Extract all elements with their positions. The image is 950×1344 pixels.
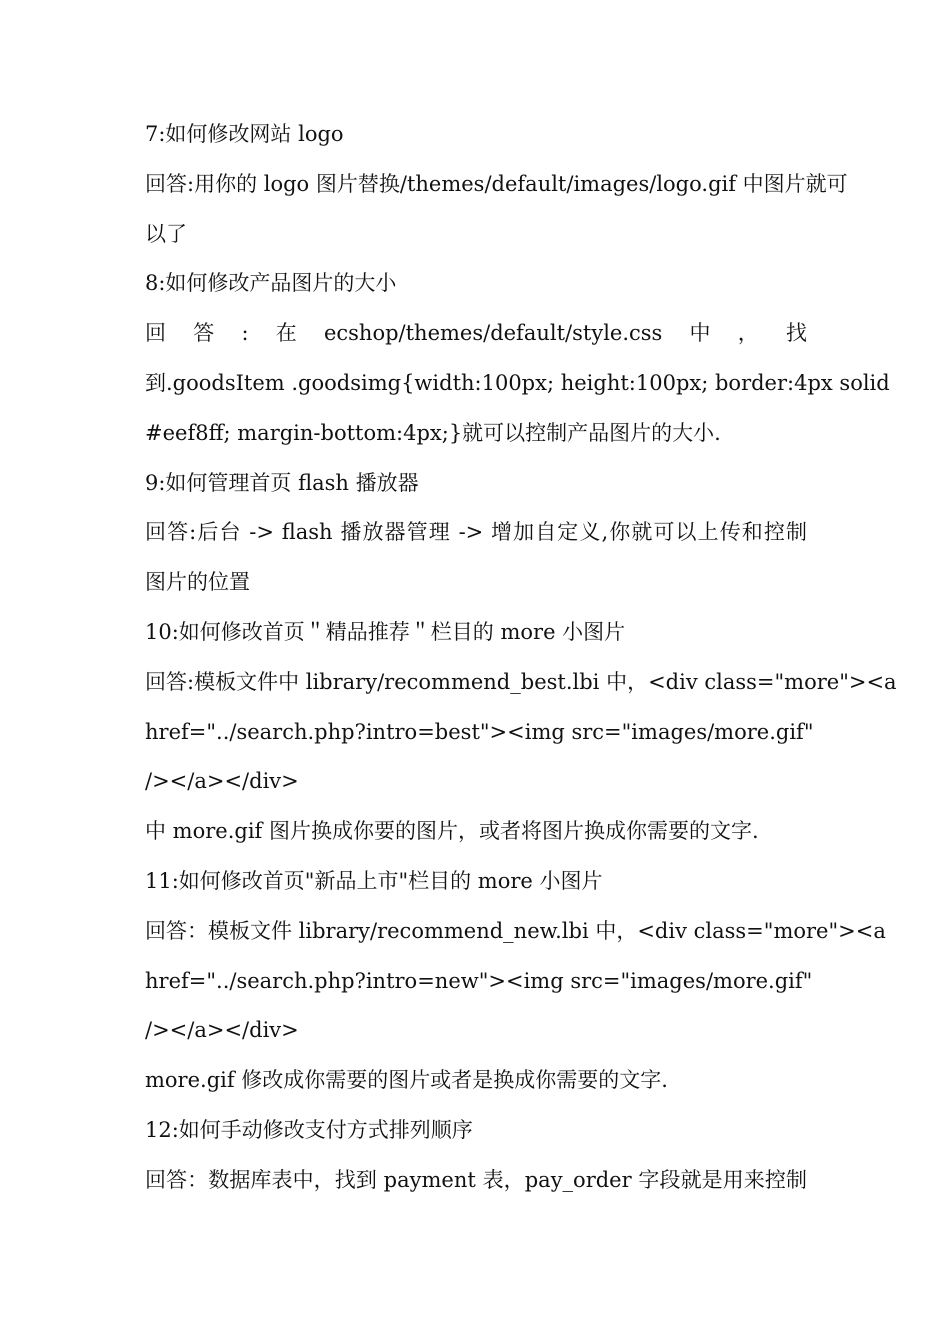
answer-11-line-4: more.gif 修改成你需要的图片或者是换成你需要的文字. [145,1068,668,1093]
answer-10-line-1: 回答:模板文件中 library/recommend_best.lbi 中，<div class="more"><a [145,669,897,694]
answer-11-line-1: 回答：模板文件 library/recommend_new.lbi 中，<div class="more"><a [145,918,886,943]
answer-9-line-1: 回答:后台 -> flash 播放器管理 -> 增加自定义,你就可以上传和控制 [145,520,807,545]
answer-8-line-2: 到.goodsItem .goodsimg{width:100px; height:100px; border:4px solid [145,370,890,395]
answer-8-token: 回 [145,321,166,346]
question-12: 12:如何手动修改支付方式排列顺序 [145,1117,473,1142]
answer-8-line-3: #eef8ff; margin-bottom:4px;}就可以控制产品图片的大小. [145,420,721,445]
answer-11-line-3: /></a></div> [145,1018,299,1043]
answer-10-line-3: /></a></div> [145,769,299,794]
answer-11-line-2: href="../search.php?intro=new"><img src="images/more.gif" [145,968,813,993]
answer-7-line-1: 回答:用你的 logo 图片替换/themes/default/images/logo.gif 中图片就可 [145,171,848,196]
answer-8-token: 在 [275,321,297,346]
answer-8-token: ecshop/themes/default/style.css [323,321,663,346]
answer-12-line-1: 回答：数据库表中，找到 payment 表，pay_order 字段就是用来控制 [145,1167,807,1192]
answer-8-token: ， [737,321,759,346]
question-7: 7:如何修改网站 logo [145,122,344,146]
question-10: 10:如何修改首页＂精品推荐＂栏目的 more 小图片 [145,619,626,644]
answer-10-line-2: href="../search.php?intro=best"><img src="images/more.gif" [145,719,814,744]
answer-9-line-2: 图片的位置 [145,570,250,595]
document-page [145,110,897,1206]
answer-8-token: 找 [785,321,807,346]
question-8: 8:如何修改产品图片的大小 [145,271,397,296]
question-11: 11:如何修改首页"新品上市"栏目的 more 小图片 [145,868,603,893]
answer-8-token: 答 [193,321,215,346]
answer-8-token: 中 [689,321,711,346]
answer-8-token: : [241,321,249,346]
answer-8-line-1 [145,309,807,359]
answer-7-line-2: 以了 [145,221,187,246]
answer-10-line-4: 中 more.gif 图片换成你要的图片，或者将图片换成你需要的文字. [145,819,759,844]
question-9: 9:如何管理首页 flash 播放器 [145,470,419,495]
